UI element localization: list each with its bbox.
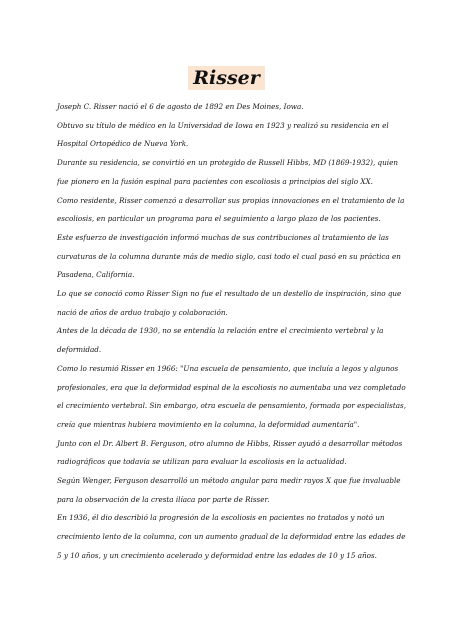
- paragraph-2: Obtuvo su título de médico en la Universidad de Iowa en 1923 y realizó su residencia en el Hospital Ortopédico de Nueva York.: [57, 120, 389, 149]
- paragraph-9: Junto con el Dr. Albert B. Ferguson, otro alumno de Hibbs, Risser ayudó a desarrollar métodos radiográficos que todavía se utilizan para evaluar la escoliosis en la actualidad.: [57, 438, 403, 467]
- paragraph-5: Este esfuerzo de investigación informó muchas de sus contribuciones al tratamiento de las curvaturas de la columna durante más de medio siglo, casi todo el cual pasó en su práctica en Pasadena, California.: [57, 232, 401, 280]
- title-container: [0, 66, 453, 90]
- paragraph-8: Como lo resumió Risser en 1966: "Una escuela de pensamiento, que incluía a legos y algunos profesionales, era que la deformidad espinal de la escoliosis no aumentaba una vez completado el crecimiento vertebral. Sin embargo, otra escuela de pensamiento, formada por especialistas, creía que mientras hubiera movimiento en la columna, la deformidad aumentaría".: [57, 363, 406, 429]
- paragraph-10: Según Wenger, Ferguson desarrolló un método angular para medir rayos X que fue invaluable para la observación de la cresta ilíaca por parte de Risser.: [57, 476, 401, 504]
- paragraph-11: En 1936, él dio describió la progresión de la escoliosis en pacientes no tratados y notó un crecimiento lento de la columna, con un aumento gradual de la deformidad entre las edades de 5 y 10 años, y un crecimiento acelerado y deformidad entre las edades de 10 y 15 años.: [57, 513, 406, 560]
- document-body: [57, 98, 407, 566]
- paragraph-7: Antes de la década de 1930, no se entendía la relación entre el crecimiento vertebral y la deformidad.: [57, 326, 384, 355]
- document-title: Risser: [188, 66, 265, 90]
- paragraph-4: Como residente, Risser comenzó a desarrollar sus propias innovaciones en el tratamiento de la escoliosis, en particular un programa para el seguimiento a largo plazo de los pacientes.: [57, 195, 405, 224]
- paragraph-3: Durante su residencia, se convirtió en un protegido de Russell Hibbs, MD (1869-1932), quien fue pionero en la fusión espinal para pacientes con escoliosis a principios del siglo XX.: [57, 158, 398, 186]
- paragraph-1: Joseph C. Risser nació el 6 de agosto de 1892 en Des Moines, Iowa.: [57, 102, 304, 111]
- paragraph-6: Lo que se conoció como Risser Sign no fue el resultado de un destello de inspiración, sino que nació de años de arduo trabajo y colaboración.: [57, 289, 402, 317]
